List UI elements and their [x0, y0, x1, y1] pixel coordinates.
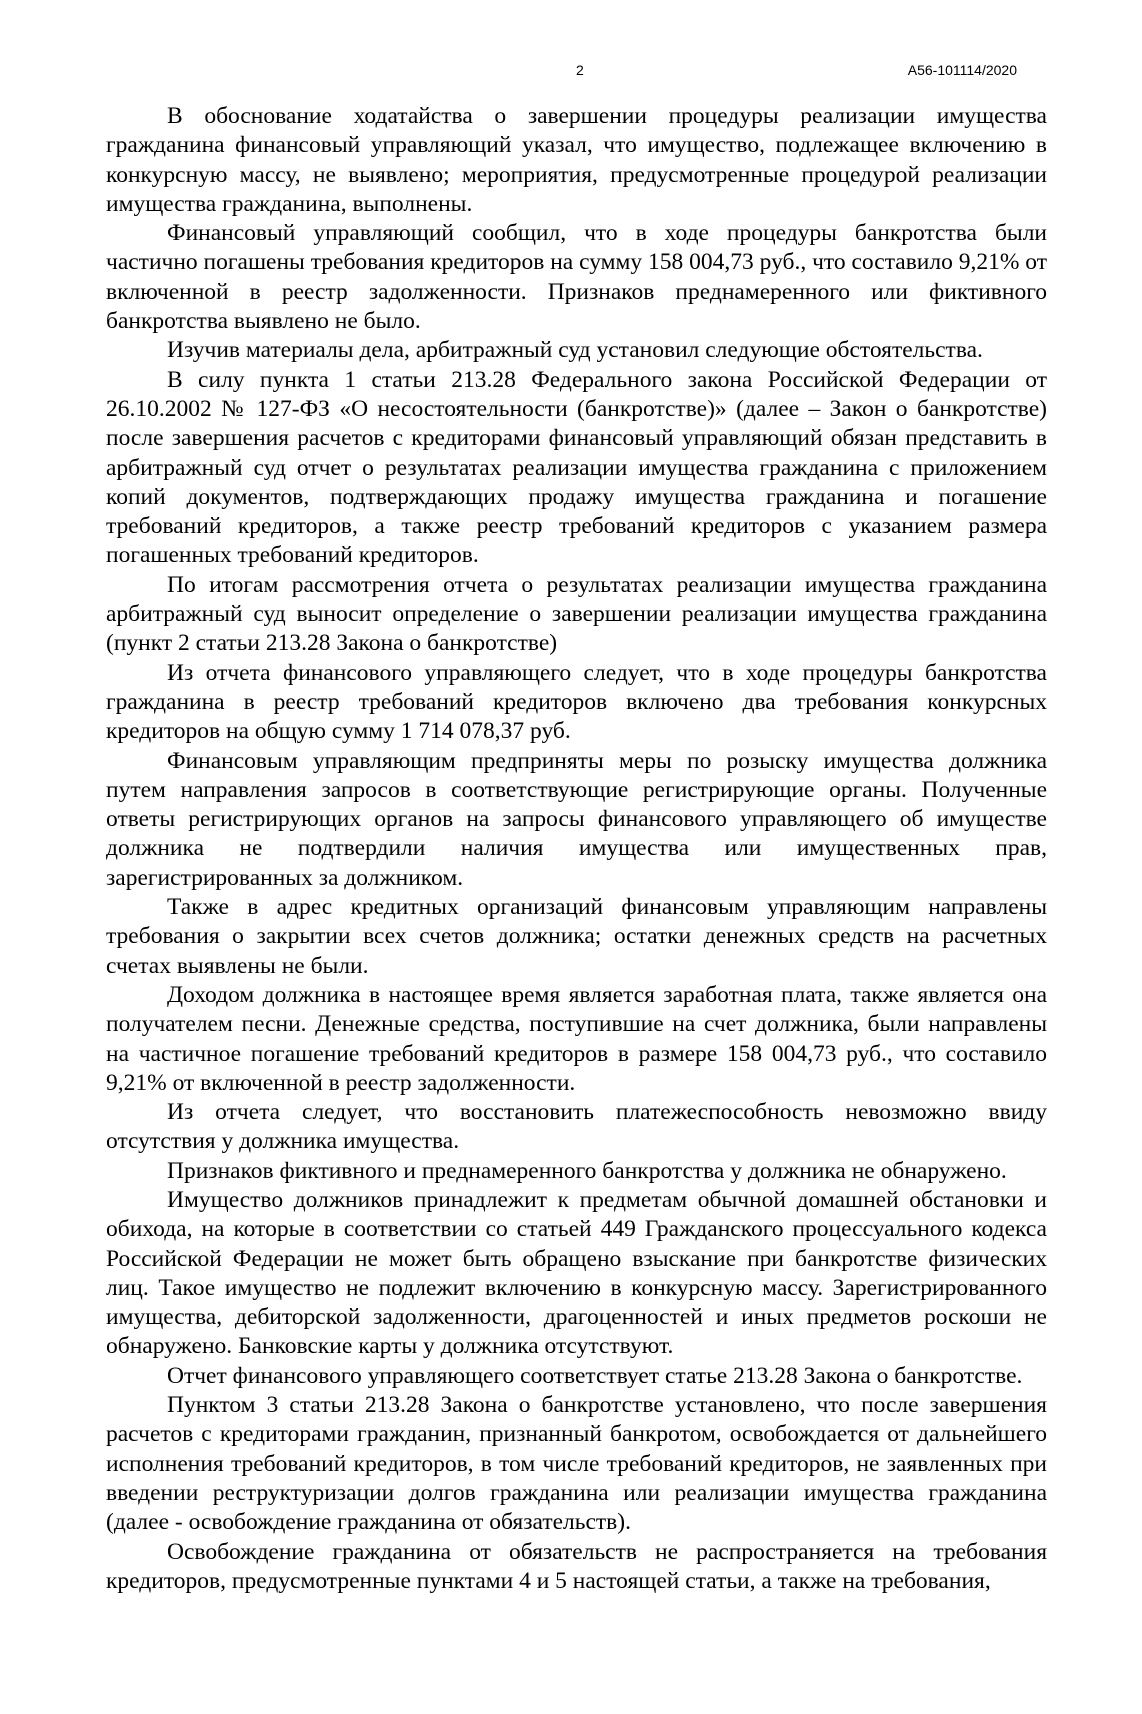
page-number: 2: [576, 62, 584, 78]
paragraph: Пунктом 3 статьи 213.28 Закона о банкротстве установлено, что после завершения расчетов с кредиторами гражданин, признанный банкротом, освобождается от дальнейшего исполнения требований кредиторов, в том числе требований кредиторов, не заявленных при введении реструктуризации долгов гражданина или реализации имущества гражданина (далее - освобождение гражданина от обязательств).: [106, 1392, 1047, 1536]
paragraph: Финансовый управляющий сообщил, что в ходе процедуры банкротства были частично погашены требования кредиторов на сумму 158 004,73 руб., что составило 9,21% от включенной в реестр задолженности. Признаков преднамеренного или фиктивного банкротства выявлено не было.: [106, 220, 1047, 335]
paragraph: В силу пункта 1 статьи 213.28 Федерального закона Российской Федерации от 26.10.2002 № 127-ФЗ «О несостоятельности (банкротстве)» (далее – Закон о банкротстве) после завершения расчетов с кредиторами финансовый управляющий обязан представить в арбитражный суд отчет о результатах реализации имущества гражданина с приложением копий документов, подтверждающих продажу имущества гражданина и погашение требований кредиторов, а также реестр требований кредиторов с указанием размера погашенных требований кредиторов.: [106, 366, 1047, 569]
paragraph: В обоснование ходатайства о завершении процедуры реализации имущества гражданина финансовый управляющий указал, что имущество, подлежащее включению в конкурсную массу, не выявлено; мероприятия, предусмотренные процедурой реализации имущества гражданина, выполнены.: [106, 103, 1047, 217]
paragraph: Имущество должников принадлежит к предметам обычной домашней обстановки и обихода, на которые в соответствии со статьей 449 Гражданского процессуального кодекса Российской Федерации не может быть обращено взыскание при банкротстве физических лиц. Такое имущество не подлежит включению в конкурсную массу. Зарегистрированного имущества, дебиторской задолженности, драгоценностей и иных предметов роскоши не обнаружено. Банковские карты у должника отсутствуют.: [106, 1186, 1047, 1360]
case-number: А56-101114/2020: [907, 62, 1017, 78]
paragraph: Доходом должника в настоящее время является заработная плата, также является она получателем песни. Денежные средства, поступившие на счет должника, были направлены на частичное погашение требований кредиторов в размере 158 004,73 руб., что составило 9,21% от включенной в реестр задолженности.: [106, 981, 1047, 1096]
paragraph: Из отчета следует, что восстановить платежеспособность невозможно ввиду отсутствия у должника имущества.: [106, 1099, 1047, 1155]
paragraph: Также в адрес кредитных организаций финансовым управляющим направлены требования о закрытии всех счетов должника; остатки денежных средств на расчетных счетах выявлены не были.: [106, 894, 1047, 979]
paragraph: Отчет финансового управляющего соответствует статье 213.28 Закона о банкротстве.: [167, 1362, 1023, 1389]
document-body: [106, 102, 1047, 1596]
paragraph: Изучив материалы дела, арбитражный суд установил следующие обстоятельства.: [167, 337, 983, 364]
paragraph: По итогам рассмотрения отчета о результатах реализации имущества гражданина арбитражный суд выносит определение о завершении реализации имущества гражданина (пункт 2 статьи 213.28 Закона о банкротстве): [106, 571, 1047, 657]
paragraph: Признаков фиктивного и преднамеренного банкротства у должника не обнаружено.: [167, 1157, 1007, 1184]
paragraph: Из отчета финансового управляющего следует, что в ходе процедуры банкротства гражданина в реестр требований кредиторов включено два требования конкурсных кредиторов на общую сумму 1 714 078,37 руб.: [106, 659, 1047, 745]
paragraph: Финансовым управляющим предприняты меры по розыску имущества должника путем направления запросов в соответствующие регистрирующие органы. Полученные ответы регистрирующих органов на запросы финансового управляющего об имуществе должника не подтвердили наличия имущества или имущественных прав, зарегистрированных за должником.: [106, 747, 1047, 891]
page-header: [0, 62, 1142, 84]
paragraph: Освобождение гражданина от обязательств не распространяется на требования кредиторов, предусмотренные пунктами 4 и 5 настоящей статьи, а также на требования,: [106, 1538, 1047, 1594]
